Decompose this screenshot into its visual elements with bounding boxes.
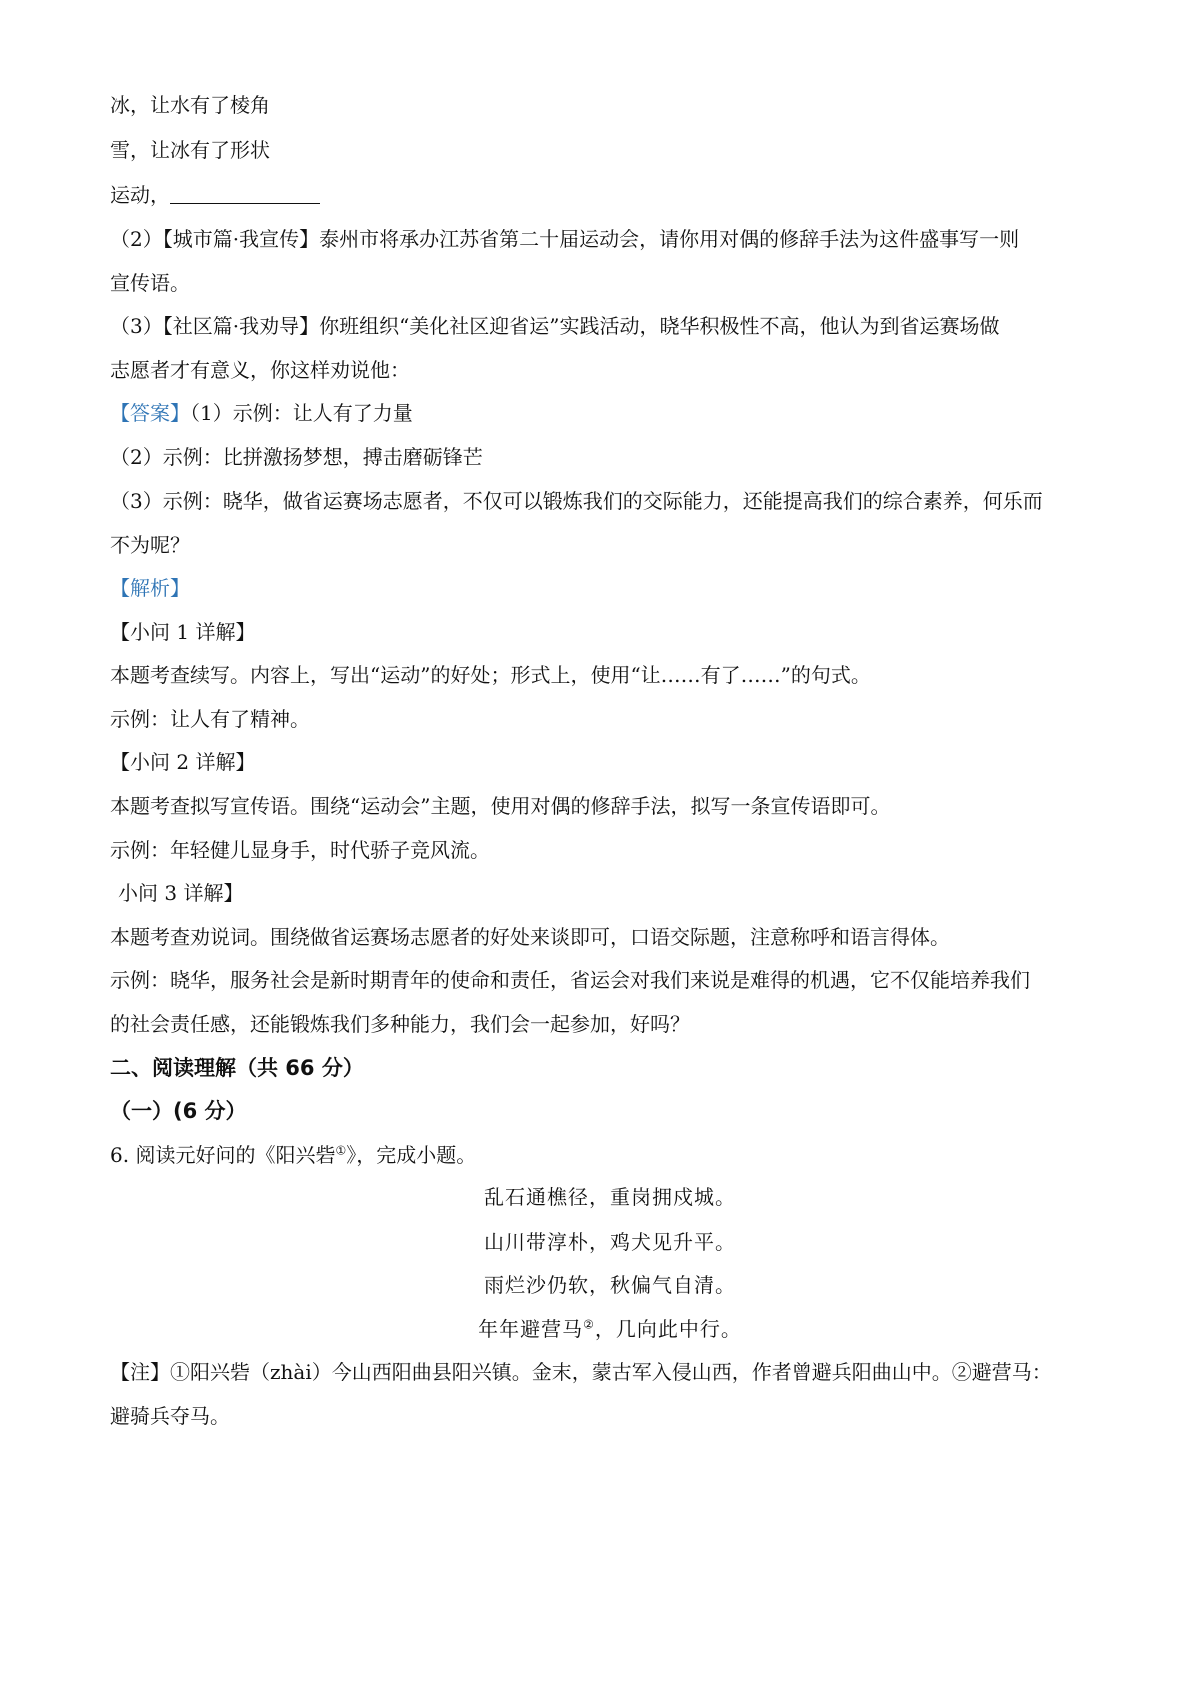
analysis-sub3-text: 本题考查劝说词。围绕做省运赛场志愿者的好处来谈即可，口语交际题，注意称呼和语言得体。: [110, 925, 950, 949]
question-2-line-2: 宣传语。: [110, 271, 190, 295]
analysis-sub1-text: 本题考查续写。内容上，写出“运动”的好处；形式上，使用“让……有了……”的句式。: [110, 663, 871, 687]
poem-line-3: 雨烂沙仍软，秋偏气自清。: [484, 1273, 736, 1297]
answer-blank[interactable]: [170, 183, 320, 204]
continuation-line-3: [110, 180, 1100, 210]
poem-line-2: 山川带淳朴，鸡犬见升平。: [484, 1230, 736, 1254]
continuation-line-2: 雪，让冰有了形状: [110, 138, 270, 162]
answer-2: （2）示例：比拼激扬梦想，搏击磨砺锋芒: [110, 445, 483, 469]
analysis-sub2-title: 【小问 2 详解】: [110, 750, 256, 774]
answer-line-1: [110, 398, 1100, 428]
note-line-2: 避骑兵夺马。: [110, 1404, 230, 1428]
analysis-sub2-text: 本题考查拟写宣传语。围绕“运动会”主题，使用对偶的修辞手法，拟写一条宣传语即可。: [110, 794, 891, 818]
question-6-prefix: 6. 阅读元好问的《阳兴砦: [110, 1143, 336, 1167]
analysis-sub2-example: 示例：年轻健儿显身手，时代骄子竞风流。: [110, 838, 490, 862]
note-line-1: 【注】①阳兴砦（zhài）今山西阳曲县阳兴镇。金末，蒙古军入侵山西，作者曾避兵阳曲山中。②避营马：: [110, 1360, 1052, 1384]
answer-3-line-1: （3）示例：晓华，做省运赛场志愿者，不仅可以锻炼我们的交际能力，还能提高我们的综合素养，何乐而: [110, 489, 1043, 513]
answer-label: 【答案】: [110, 401, 190, 425]
analysis-sub1-title: 【小问 1 详解】: [110, 620, 256, 644]
poem-line-4: [0, 1314, 1200, 1344]
poem-line-1: 乱石通樵径，重岗拥戍城。: [484, 1185, 736, 1209]
poem-line-4-suffix: ，几向此中行。: [594, 1317, 742, 1341]
footnote-marker-1: ①: [335, 1143, 347, 1158]
section-2-title: 二、阅读理解（共 66 分）: [110, 1056, 364, 1080]
question-3-line-1: （3）【社区篇·我劝导】你班组织“美化社区迎省运”实践活动，晓华积极性不高，他认为到省运赛场做: [110, 314, 1000, 338]
analysis-label: 【解析】: [110, 576, 190, 600]
question-6-prompt: [110, 1140, 1100, 1170]
question-2-line-1: （2）【城市篇·我宣传】泰州市将承办江苏省第二十届运动会，请你用对偶的修辞手法为这件盛事写一则: [110, 227, 1020, 251]
analysis-sub1-example: 示例：让人有了精神。: [110, 707, 310, 731]
footnote-marker-2: ②: [583, 1317, 595, 1332]
question-6-suffix: 》，完成小题。: [346, 1143, 477, 1167]
answer-1: （1）示例：让人有了力量: [190, 401, 413, 425]
question-3-line-2: 志愿者才有意义，你这样劝说他：: [110, 358, 410, 382]
poem-line-4-prefix: 年年避营马: [478, 1317, 584, 1341]
analysis-sub3-title: 小问 3 详解】: [118, 881, 244, 905]
analysis-sub3-example-line-1: 示例：晓华，服务社会是新时期青年的使命和责任，省运会对我们来说是难得的机遇，它不仅能培养我们: [110, 968, 1030, 992]
section-2-part-1: （一）(6 分）: [110, 1099, 247, 1123]
analysis-sub3-example-line-2: 的社会责任感，还能锻炼我们多种能力，我们会一起参加，好吗？: [110, 1012, 690, 1036]
continuation-prefix: 运动，: [110, 183, 170, 207]
answer-3-line-2: 不为呢？: [110, 533, 190, 557]
continuation-line-1: 冰，让水有了棱角: [110, 93, 270, 117]
